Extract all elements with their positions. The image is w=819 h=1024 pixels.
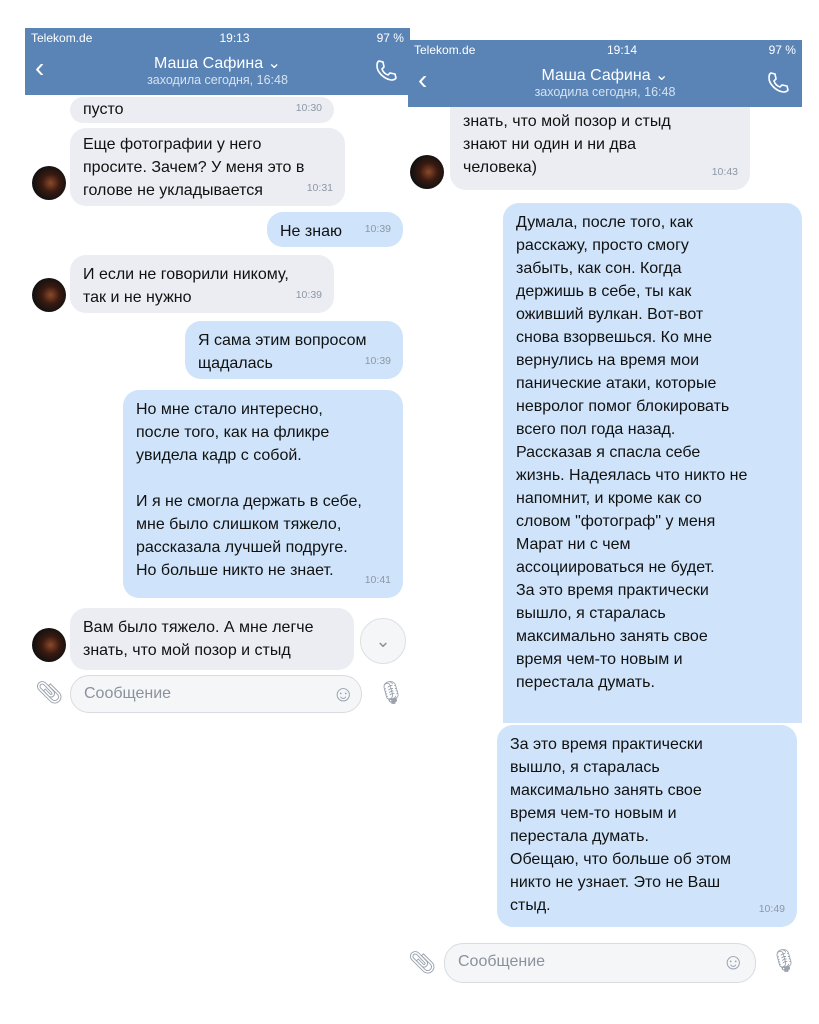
scroll-down-button[interactable]: ⌄ bbox=[360, 618, 406, 664]
status-bar bbox=[414, 43, 796, 57]
left-chat-screenshot bbox=[25, 28, 410, 728]
message-outgoing: Думала, после того, как расскажу, просто смогу забыть, как сон. Когда держишь в себе, ты как оживший вулкан. Вот-вот снова взорвешься. Ко мне вернулись на время мои панические атаки, которые невролог помог блокировать всего пол года назад. Рассказав я спасла себе жизнь. Надеялась что никто не напомнит, и кроме как со словом "фотограф" у меня Марат ни с чем ассоциироваться не будет. За это время практически вышло, я старалась максимально занять свое время чем-то новым и перестала думать. bbox=[503, 203, 802, 723]
chat-header bbox=[25, 28, 410, 95]
last-seen: заходила сегодня, 16:48 bbox=[534, 85, 676, 99]
avatar bbox=[32, 628, 66, 662]
message-incoming: пусто 10:30 bbox=[70, 97, 334, 123]
sticker-icon[interactable]: ☺ bbox=[332, 681, 355, 706]
message-incoming: Еще фотографии у него просите. Зачем? У меня это в голове не укладывается 10:31 bbox=[70, 128, 345, 206]
carrier: Telekom.de bbox=[414, 43, 476, 57]
message-incoming: знать, что мой позор и стыд знают ни один и ни два человека) 10:43 bbox=[450, 80, 750, 190]
message-outgoing: Не знаю 10:39 bbox=[267, 212, 403, 247]
message-outgoing: Но мне стало интересно, после того, как на фликре увидела кадр с собой. И я не смогла держать в себе, мне было слишком тяжело, рассказала лучшей подруге. Но больше никто не знает. 10:41 bbox=[123, 390, 403, 598]
avatar bbox=[32, 166, 66, 200]
carrier: Telekom.de bbox=[31, 31, 93, 45]
sticker-icon[interactable]: ☺ bbox=[722, 949, 745, 974]
chat-header bbox=[408, 40, 802, 107]
message-input[interactable]: Сообщение bbox=[444, 943, 756, 983]
message-input[interactable]: Сообщение bbox=[70, 675, 362, 713]
message-incoming: И если не говорили никому, так и не нужно 10:39 bbox=[70, 255, 334, 313]
clock: 19:14 bbox=[606, 43, 638, 57]
message-outgoing: За это время практически вышло, я старалась максимально занять свое время чем-то новым и перестала думать. Обещаю, что больше об этом никто не узнает. Это не Ваш стыд. 10:49 bbox=[497, 725, 797, 927]
microphone-icon[interactable]: 🎙︎ bbox=[770, 948, 798, 973]
battery: 97 % bbox=[768, 43, 796, 57]
phone-icon[interactable] bbox=[374, 58, 398, 82]
paperclip-icon[interactable]: 📎︎ bbox=[408, 950, 436, 975]
battery: 97 % bbox=[376, 31, 404, 45]
paperclip-icon[interactable]: 📎︎ bbox=[35, 680, 63, 705]
message-incoming: Вам было тяжело. А мне легче знать, что мой позор и стыд bbox=[70, 608, 354, 670]
contact-name[interactable]: Маша Сафина ⌄ bbox=[541, 67, 669, 84]
back-icon[interactable]: ‹ bbox=[418, 64, 428, 95]
avatar bbox=[410, 155, 444, 189]
avatar bbox=[32, 278, 66, 312]
clock: 19:13 bbox=[219, 31, 250, 45]
microphone-icon[interactable]: 🎙︎ bbox=[377, 680, 405, 705]
status-bar bbox=[31, 31, 404, 45]
last-seen: заходила сегодня, 16:48 bbox=[147, 73, 288, 87]
back-icon[interactable]: ‹ bbox=[35, 52, 45, 83]
phone-icon[interactable] bbox=[766, 70, 790, 94]
right-chat-screenshot bbox=[408, 40, 802, 1000]
message-outgoing: Я сама этим вопросом щадалась 10:39 bbox=[185, 321, 403, 379]
contact-name[interactable]: Маша Сафина ⌄ bbox=[154, 55, 281, 72]
